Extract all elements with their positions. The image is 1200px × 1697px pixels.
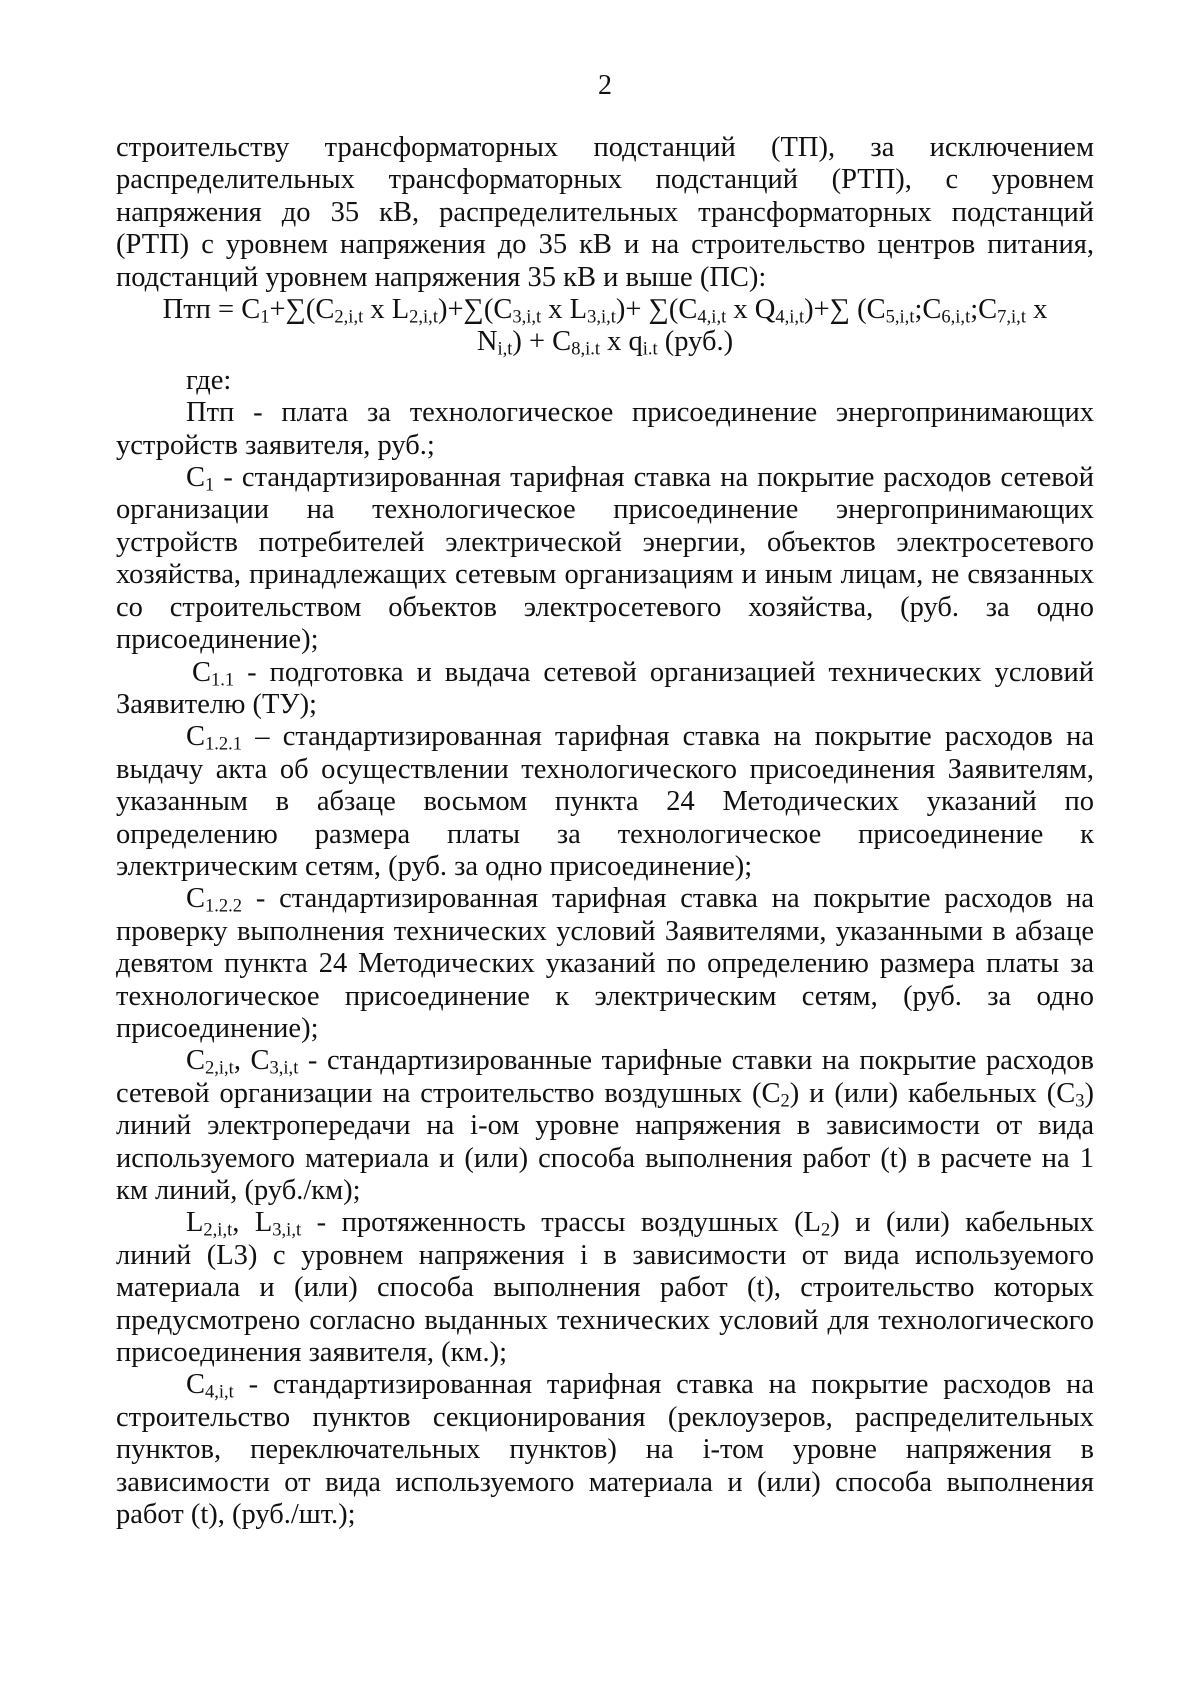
definition-c4: $С_{4,i,t}$ - стандартизированная тарифная ставка на покрытие расходов на строительство пунктов секционирования (реклоузеров, распределительных пунктов, переключательных пунктов) на i-том уровне напряжения в зависимости от вида используемого материала и (или) способа выполнения работ (t), (руб./шт.); [116,1369,1094,1531]
intro-paragraph: строительству трансформаторных подстанций (ТП), за исключением распределительных трансформаторных подстанций (РТП), с уровнем напряжения до 35 кВ, распределительных трансформаторных подстанций (РТП) с уровнем напряжения до 35 кВ и на строительство центров питания, подстанций уровнем напряжения 35 кВ и выше (ПС): [116,132,1094,293]
definition-c1-2-2: $С_{1.2.2}$ - стандартизированная тарифная ставка на покрытие расходов на проверку выполнения технических условий Заявителями, указанными в абзаце девятом пункта 24 Методических указаний по определению размера платы за технологическое присоединение к электрическим сетям, (руб. за одно присоединение); [116,883,1094,1044]
definition-l2-l3: $L_{2,i,t}$, $L_{3,i,t}$ - протяженность трассы воздушных $(L_2)$ и (или) кабельных линий (L3) с уровнем напряжения i в зависимости от вида используемого материала и (или) способа выполнения работ (t), строительство которых предусмотрено согласно выданных технических условий для технологического присоединения заявителя, (км.); [116,1207,1094,1369]
definition-c2-c3: $С_{2,i,t}$, $С_{3,i,t}$ - стандартизированные тарифные ставки на покрытие расходов сетевой организации на строительство воздушных $(С_2)$ и (или) кабельных $(С_3)$ линий электропередачи на i-ом уровне напряжения в зависимости от вида используемого материала и (или) способа выполнения работ (t) в расчете на 1 км линий, (руб./км); [116,1045,1094,1206]
definition-c1-2-1: $С_{1.2.1}$ – стандартизированная тарифная ставка на покрытие расходов на выдачу акта об осуществлении технологического присоединения Заявителям, указанным в абзаце восьмом пункта 24 Методических указаний по определению размера платы за технологическое присоединение к электрическим сетям, (руб. за одно присоединение); [116,721,1094,882]
definition-c1-1: $С_{1.1}$ - подготовка и выдача сетевой организацией технических условий Заявителю (ТУ); [116,656,1094,720]
definition-ptp: Птп - плата за технологическое присоединение энергопринимающих устройств заявителя, руб.; [116,397,1094,461]
page-number: 2 [598,70,612,101]
where-label: где: [186,364,232,396]
definition-c1: $С_1$ - стандартизированная тарифная ставка на покрытие расходов сетевой организации на технологическое присоединение энергопринимающих устройств потребителей электрической энергии, объектов электросетевого хозяйства, принадлежащих сетевым организациям и иным лицам, не связанных со строительством объектов электросетевого хозяйства, (руб. за одно присоединение); [116,462,1094,656]
document-page [116,70,1094,1531]
formula-line-1: Птп = $С_1+\sum(С_{2,i,t}$ х $L_{2,i,t})+\sum(С_{3,i,t}$ х $L_{3,i,t})+ \sum(С_{4,i,t}$ х $Q_{4,i,t})+\sum$ ($С_{5,i,t};С_{6,i,t};С_{7,i,t}$ х [162,294,1048,328]
formula-line-2: $N_{i,t}) + С_{8,i.t}$ х $q_{i.t}$ (руб.) [476,326,734,361]
